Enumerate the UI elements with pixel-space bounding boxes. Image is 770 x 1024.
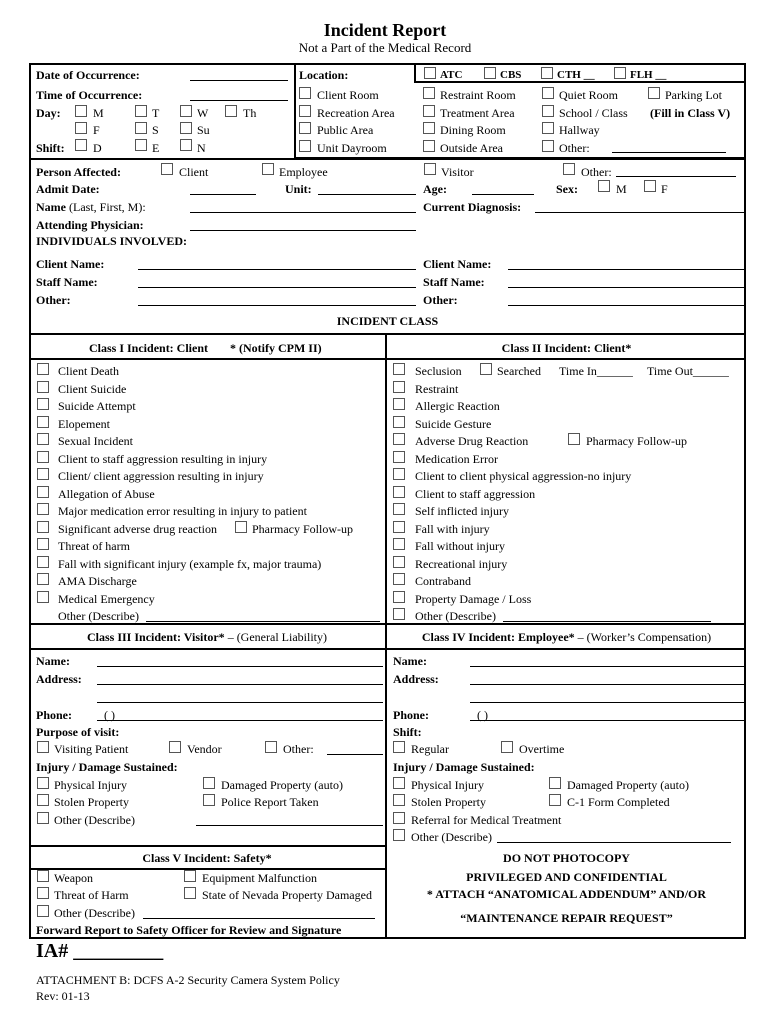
class1-item-checkbox[interactable] — [37, 556, 49, 568]
diagnosis-label: Current Diagnosis: — [423, 200, 522, 214]
person-other-field[interactable] — [616, 176, 736, 177]
loc-quiet-label: Quiet Room — [559, 88, 618, 102]
class1-item-checkbox[interactable] — [37, 573, 49, 585]
class1-item: Allegation of Abuse — [58, 487, 155, 501]
class2-item: Property Damage / Loss — [415, 592, 532, 606]
site-atc-label: ATC — [440, 69, 463, 81]
loc-public-checkbox[interactable] — [299, 122, 311, 134]
left-other-label: Other: — [36, 293, 71, 307]
class2-title: Class II Incident: Client* — [501, 341, 632, 355]
privileged-notice: PRIVILEGED AND CONFIDENTIAL — [466, 870, 667, 884]
class1-title: Class I Incident: Client — [89, 341, 209, 355]
no-photocopy-notice: DO NOT PHOTOCOPY — [503, 851, 630, 865]
loc-treatment-label: Treatment Area — [440, 106, 515, 120]
class3-phone-field[interactable] — [97, 720, 383, 721]
class4-describe-field[interactable] — [497, 842, 731, 843]
class5-weapon-label: Weapon — [54, 871, 94, 885]
loc-dayroom-label: Unit Dayroom — [317, 141, 387, 155]
diagnosis-field[interactable] — [535, 212, 745, 213]
day-t-checkbox[interactable] — [135, 105, 147, 117]
class1-item: Suicide Attempt — [58, 399, 136, 413]
class2-time-in: Time In______ — [559, 364, 633, 378]
day-su-label: Su — [197, 123, 210, 137]
person-employee-label: Employee — [279, 165, 328, 179]
class1-pharmacy-checkbox[interactable] — [235, 521, 247, 533]
class1-item-checkbox[interactable] — [37, 398, 49, 410]
class4-referral-checkbox[interactable] — [393, 812, 405, 824]
class4-phone-field[interactable] — [470, 720, 745, 721]
class1-item: Client Death — [58, 364, 119, 378]
class4-stolen-label: Stolen Property — [411, 795, 486, 809]
loc-fill-class-v: (Fill in Class V) — [650, 106, 731, 120]
person-client-label: Client — [179, 165, 209, 179]
class3-title-bold: Class III Incident: Visitor* — [87, 630, 225, 644]
class4-address-field[interactable] — [470, 684, 745, 685]
class3-name-field[interactable] — [97, 666, 383, 667]
shift-n-checkbox[interactable] — [180, 139, 192, 151]
class1-item: Client to staff aggression resulting in injury — [58, 452, 268, 466]
loc-school-label: School / Class — [559, 106, 628, 120]
day-s-label: S — [152, 123, 159, 137]
page-subtitle: Not a Part of the Medical Record — [298, 40, 472, 55]
class3-vendor-label: Vendor — [187, 742, 222, 756]
sex-f-label: F — [661, 182, 668, 196]
class2-item-checkbox[interactable] — [393, 591, 405, 603]
class4-phone-area: ( ) — [477, 708, 488, 722]
class4-injury-label: Injury / Damage Sustained: — [393, 760, 535, 774]
class3-address-label: Address: — [36, 672, 82, 686]
time-field[interactable] — [190, 100, 288, 101]
class1-item: Medical Emergency — [58, 592, 155, 606]
class3-vendor-checkbox[interactable] — [169, 741, 181, 753]
class2-item: Client to client physical aggression-no injury — [415, 469, 632, 483]
class4-c1-checkbox[interactable] — [549, 794, 561, 806]
ia-number: IA# _________ — [36, 940, 164, 962]
class1-item: Threat of harm — [58, 539, 130, 553]
class1-item: AMA Discharge — [58, 574, 137, 588]
class1-item: Client/ client aggression resulting in injury — [58, 469, 264, 483]
unit-field[interactable] — [318, 194, 416, 195]
class3-title — [29, 630, 385, 644]
loc-outside-checkbox[interactable] — [423, 140, 435, 152]
class2-item-checkbox[interactable] — [393, 503, 405, 515]
attachment-note: ATTACHMENT B: DCFS A-2 Security Camera System Policy — [36, 973, 340, 987]
class3-address-field-2[interactable] — [97, 702, 383, 703]
class1-item-checkbox[interactable] — [37, 591, 49, 603]
class2-item: Restraint — [415, 382, 459, 396]
class3-other-field[interactable] — [327, 754, 383, 755]
loc-hallway-checkbox[interactable] — [542, 122, 554, 134]
class3-police-label: Police Report Taken — [221, 795, 319, 809]
left-client-name-label: Client Name: — [36, 257, 105, 271]
sex-m-checkbox[interactable] — [598, 180, 610, 192]
class4-damaged-label: Damaged Property (auto) — [567, 778, 689, 792]
class5-equipment-checkbox[interactable] — [184, 870, 196, 882]
right-other-field[interactable] — [508, 305, 745, 306]
class2-item: Adverse Drug Reaction — [415, 434, 529, 448]
class1-item-checkbox[interactable] — [37, 433, 49, 445]
left-other-field[interactable] — [138, 305, 416, 306]
class1-item: Significant adverse drug reaction — [58, 522, 217, 536]
page-title: Incident Report — [323, 20, 447, 40]
left-client-name-field[interactable] — [138, 269, 416, 270]
class3-other-label: Other: — [283, 742, 314, 756]
person-visitor-checkbox[interactable] — [424, 163, 436, 175]
class1-item-checkbox[interactable] — [37, 468, 49, 480]
loc-parking-label: Parking Lot — [665, 88, 722, 102]
loc-school-checkbox[interactable] — [542, 105, 554, 117]
class4-title-bold: Class IV Incident: Employee* — [421, 630, 575, 644]
site-cth-label: CTH __ — [557, 69, 595, 81]
name-label-bold: Name — [36, 200, 66, 214]
class3-phone-area: ( ) — [104, 708, 115, 722]
class3-physical-label: Physical Injury — [54, 778, 127, 792]
class2-other-label: Other (Describe) — [415, 609, 496, 623]
loc-dayroom-checkbox[interactable] — [299, 140, 311, 152]
person-visitor-label: Visitor — [441, 165, 474, 179]
site-flh-label: FLH __ — [630, 69, 667, 81]
physician-field[interactable] — [190, 230, 416, 231]
revision-note: Rev: 01-13 — [36, 989, 90, 1003]
class3-describe-checkbox[interactable] — [37, 812, 49, 824]
class1-item: Fall with significant injury (example fx, major trauma) — [58, 557, 322, 571]
class3-physical-checkbox[interactable] — [37, 777, 49, 789]
loc-other-checkbox[interactable] — [542, 140, 554, 152]
right-client-name-label: Client Name: — [423, 257, 492, 271]
class2-item-checkbox[interactable] — [393, 416, 405, 428]
class2-item-checkbox[interactable] — [393, 521, 405, 533]
class5-other-checkbox[interactable] — [37, 905, 49, 917]
divider — [29, 333, 746, 335]
class1-item-checkbox[interactable] — [37, 416, 49, 428]
left-staff-name-field[interactable] — [138, 287, 416, 288]
class2-item: Self inflicted injury — [415, 504, 509, 518]
class2-item: Fall without injury — [415, 539, 505, 553]
right-client-name-field[interactable] — [508, 269, 745, 270]
loc-recreation-label: Recreation Area — [317, 106, 395, 120]
class2-item-checkbox[interactable] — [393, 363, 405, 375]
class5-forward-note: Forward Report to Safety Officer for Review and Signature — [36, 923, 342, 937]
loc-hallway-label: Hallway — [559, 123, 600, 137]
loc-other-field[interactable] — [612, 152, 726, 153]
class2-item: Medication Error — [415, 452, 498, 466]
class1-pharmacy-label: Pharmacy Follow-up — [252, 522, 353, 536]
day-f-checkbox[interactable] — [75, 122, 87, 134]
class1-item-checkbox[interactable] — [37, 521, 49, 533]
day-th-label: Th — [243, 106, 257, 120]
loc-client-room-label: Client Room — [317, 88, 379, 102]
person-client-checkbox[interactable] — [161, 163, 173, 175]
site-cbs-checkbox[interactable] — [484, 67, 496, 79]
class1-item-checkbox[interactable] — [37, 486, 49, 498]
shift-d-checkbox[interactable] — [75, 139, 87, 151]
class1-item: Major medication error resulting in injury to patient — [58, 504, 307, 518]
class4-phone-label: Phone: — [393, 708, 429, 722]
class3-purpose-label: Purpose of visit: — [36, 725, 120, 739]
class1-item: Client Suicide — [58, 382, 127, 396]
loc-restraint-room-label: Restraint Room — [440, 88, 516, 102]
loc-treatment-checkbox[interactable] — [423, 105, 435, 117]
class2-item-checkbox[interactable] — [393, 486, 405, 498]
class5-other-field[interactable] — [143, 918, 375, 919]
loc-dining-checkbox[interactable] — [423, 122, 435, 134]
date-field[interactable] — [190, 80, 288, 81]
sex-f-checkbox[interactable] — [644, 180, 656, 192]
class4-shift-label: Shift: — [393, 725, 422, 739]
class1-item-checkbox[interactable] — [37, 451, 49, 463]
class1-other-label: Other (Describe) — [58, 609, 139, 623]
class2-time-out: Time Out______ — [647, 364, 729, 378]
site-atc-checkbox[interactable] — [424, 67, 436, 79]
class5-state-property-label: State of Nevada Property Damaged — [202, 888, 372, 902]
class1-item-checkbox[interactable] — [37, 503, 49, 515]
loc-recreation-checkbox[interactable] — [299, 105, 311, 117]
class2-item-checkbox[interactable] — [393, 451, 405, 463]
loc-parking-checkbox[interactable] — [648, 87, 660, 99]
class1-item-checkbox[interactable] — [37, 363, 49, 375]
loc-public-label: Public Area — [317, 123, 374, 137]
class4-address-label: Address: — [393, 672, 439, 686]
class2-other-field[interactable] — [503, 621, 711, 622]
class1-item-checkbox[interactable] — [37, 381, 49, 393]
class2-item-checkbox[interactable] — [393, 556, 405, 568]
class3-injury-label: Injury / Damage Sustained: — [36, 760, 178, 774]
class2-item: Allergic Reaction — [415, 399, 500, 413]
class4-describe-checkbox[interactable] — [393, 829, 405, 841]
loc-quiet-checkbox[interactable] — [542, 87, 554, 99]
class2-other-checkbox[interactable] — [393, 608, 405, 620]
class2-item: Recreational injury — [415, 557, 508, 571]
name-field[interactable] — [190, 212, 416, 213]
individuals-heading: INDIVIDUALS INVOLVED: — [36, 234, 188, 248]
class1-item-checkbox[interactable] — [37, 538, 49, 550]
class2-item-checkbox[interactable] — [393, 398, 405, 410]
shift-e-checkbox[interactable] — [135, 139, 147, 151]
shift-e-label: E — [152, 141, 160, 155]
loc-other-label: Other: — [559, 141, 590, 155]
class3-describe-label: Other (Describe) — [54, 813, 135, 827]
person-other-label: Other: — [581, 165, 612, 179]
loc-client-room-checkbox[interactable] — [299, 87, 311, 99]
physician-label: Attending Physician: — [36, 218, 144, 232]
class4-regular-checkbox[interactable] — [393, 741, 405, 753]
class4-referral-label: Referral for Medical Treatment — [411, 813, 562, 827]
class4-overtime-label: Overtime — [519, 742, 565, 756]
class1-other-field[interactable] — [146, 621, 380, 622]
class4-title — [387, 630, 746, 644]
class4-overtime-checkbox[interactable] — [501, 741, 513, 753]
day-w-label: W — [197, 106, 209, 120]
class2-item-checkbox[interactable] — [393, 433, 405, 445]
person-affected-label: Person Affected: — [36, 165, 121, 179]
name-label — [36, 200, 146, 214]
class3-name-label: Name: — [36, 654, 70, 668]
class2-item-checkbox[interactable] — [393, 573, 405, 585]
shift-label: Shift: — [36, 141, 65, 155]
class2-pharmacy-label: Pharmacy Follow-up — [586, 434, 687, 448]
class2-item-checkbox[interactable] — [393, 468, 405, 480]
age-label: Age: — [423, 182, 447, 196]
class3-visiting-label: Visiting Patient — [54, 742, 129, 756]
class2-item-checkbox[interactable] — [393, 538, 405, 550]
time-label: Time of Occurrence: — [36, 88, 143, 102]
location-label: Location: — [299, 68, 349, 82]
age-field[interactable] — [472, 194, 534, 195]
maintenance-notice: “MAINTENANCE REPAIR REQUEST” — [460, 911, 673, 925]
class3-phone-label: Phone: — [36, 708, 72, 722]
divider — [29, 158, 746, 160]
class4-stolen-checkbox[interactable] — [393, 794, 405, 806]
class2-pharmacy-checkbox[interactable] — [568, 433, 580, 445]
attach-notice: * ATTACH “ANATOMICAL ADDENDUM” AND/OR — [426, 887, 707, 901]
shift-n-label: N — [197, 141, 206, 155]
incident-class-heading: INCIDENT CLASS — [336, 314, 439, 328]
class2-searched-label: Searched — [497, 364, 541, 378]
person-employee-checkbox[interactable] — [262, 163, 274, 175]
day-f-label: F — [93, 123, 100, 137]
class3-police-checkbox[interactable] — [203, 794, 215, 806]
class4-title-rest: – (Worker’s Compensation) — [574, 630, 712, 644]
class3-stolen-checkbox[interactable] — [37, 794, 49, 806]
divider — [29, 868, 387, 870]
loc-outside-label: Outside Area — [440, 141, 503, 155]
left-staff-name-label: Staff Name: — [36, 275, 98, 289]
name-label-rest: (Last, First, M): — [66, 200, 146, 214]
class5-equipment-label: Equipment Malfunction — [202, 871, 317, 885]
shift-d-label: D — [93, 141, 102, 155]
site-cth-checkbox[interactable] — [541, 67, 553, 79]
class2-item: Seclusion — [415, 364, 462, 378]
day-su-checkbox[interactable] — [180, 122, 192, 134]
loc-restraint-room-checkbox[interactable] — [423, 87, 435, 99]
class2-item: Contraband — [415, 574, 471, 588]
class4-describe-label: Other (Describe) — [411, 830, 492, 844]
admit-date-field[interactable] — [190, 194, 256, 195]
person-other-checkbox[interactable] — [563, 163, 575, 175]
day-m-label: M — [93, 106, 104, 120]
divider — [29, 648, 746, 650]
class2-item-checkbox[interactable] — [393, 381, 405, 393]
class5-other-label: Other (Describe) — [54, 906, 135, 920]
class4-name-label: Name: — [393, 654, 427, 668]
class4-damaged-checkbox[interactable] — [549, 777, 561, 789]
day-label: Day: — [36, 106, 61, 120]
class4-address-field-2[interactable] — [470, 702, 745, 703]
right-staff-name-label: Staff Name: — [423, 275, 485, 289]
class4-name-field[interactable] — [470, 666, 745, 667]
class5-state-property-checkbox[interactable] — [184, 887, 196, 899]
day-w-checkbox[interactable] — [180, 105, 192, 117]
class2-item: Suicide Gesture — [415, 417, 492, 431]
class3-damaged-checkbox[interactable] — [203, 777, 215, 789]
divider — [29, 623, 746, 625]
class1-item: Elopement — [58, 417, 110, 431]
date-label: Date of Occurrence: — [36, 68, 140, 82]
class2-item: Fall with injury — [415, 522, 490, 536]
divider — [29, 358, 746, 360]
right-other-label: Other: — [423, 293, 458, 307]
day-th-checkbox[interactable] — [225, 105, 237, 117]
class4-c1-label: C-1 Form Completed — [567, 795, 670, 809]
day-s-checkbox[interactable] — [135, 122, 147, 134]
class2-searched-checkbox[interactable] — [480, 363, 492, 375]
class4-physical-checkbox[interactable] — [393, 777, 405, 789]
class3-address-field[interactable] — [97, 684, 383, 685]
class3-stolen-label: Stolen Property — [54, 795, 129, 809]
class4-regular-label: Regular — [411, 742, 449, 756]
admit-date-label: Admit Date: — [36, 182, 100, 196]
site-cbs-label: CBS — [500, 69, 522, 81]
class3-title-rest: – (General Liability) — [224, 630, 327, 644]
divider — [29, 845, 387, 847]
class3-damaged-label: Damaged Property (auto) — [221, 778, 343, 792]
class2-item: Client to staff aggression — [415, 487, 536, 501]
sex-m-label: M — [616, 182, 627, 196]
day-m-checkbox[interactable] — [75, 105, 87, 117]
class3-other-checkbox[interactable] — [265, 741, 277, 753]
class5-title: Class V Incident: Safety* — [142, 851, 272, 865]
loc-dining-label: Dining Room — [440, 123, 506, 137]
class1-notify: * (Notify CPM II) — [230, 341, 322, 355]
class5-weapon-checkbox[interactable] — [37, 870, 49, 882]
day-t-label: T — [152, 106, 160, 120]
class3-describe-field[interactable] — [196, 825, 383, 826]
class5-threat-label: Threat of Harm — [54, 888, 129, 902]
class3-visiting-checkbox[interactable] — [37, 741, 49, 753]
class1-item: Sexual Incident — [58, 434, 133, 448]
unit-label: Unit: — [285, 182, 312, 196]
right-staff-name-field[interactable] — [508, 287, 745, 288]
sex-label: Sex: — [556, 182, 578, 196]
class5-threat-checkbox[interactable] — [37, 887, 49, 899]
class4-physical-label: Physical Injury — [411, 778, 484, 792]
site-flh-checkbox[interactable] — [614, 67, 626, 79]
